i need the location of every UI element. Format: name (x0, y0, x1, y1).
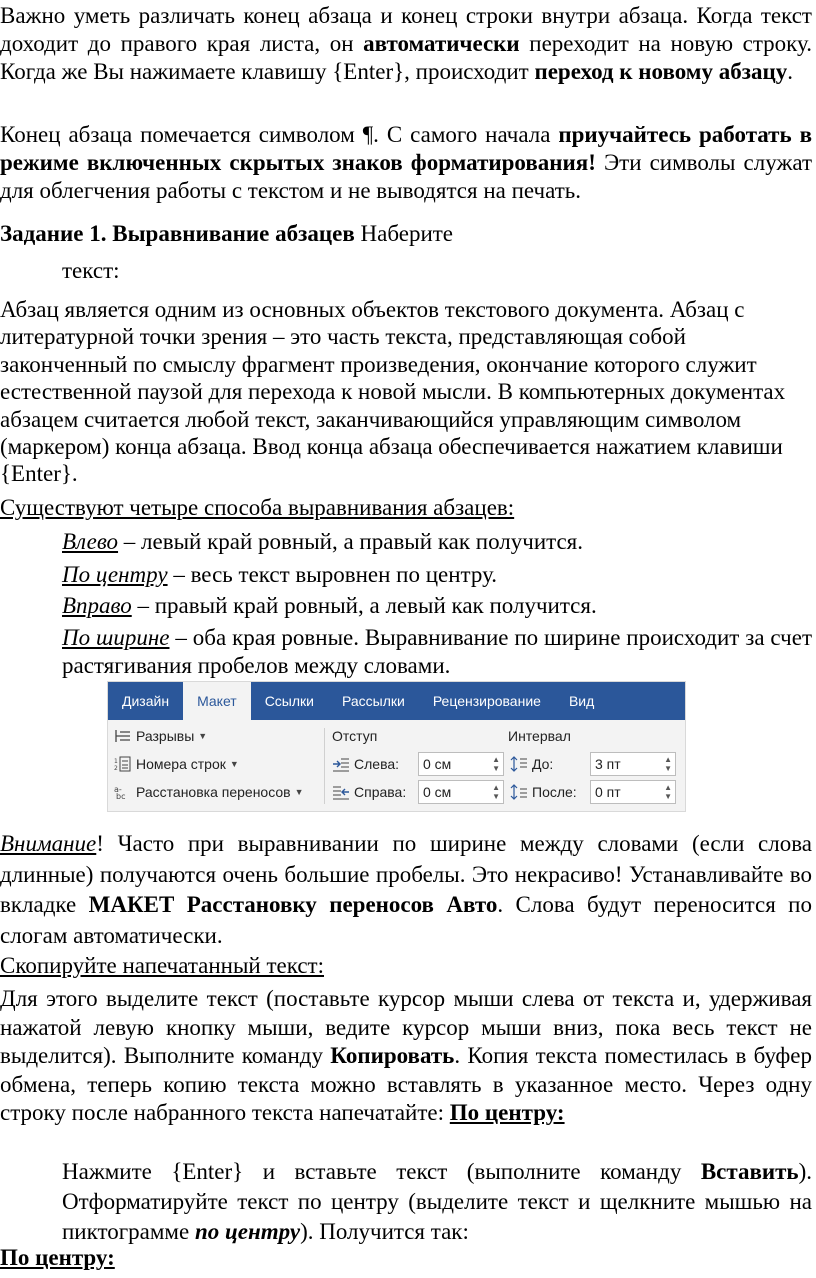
text: Эти символы служат для облегчения работы с текстом и не выводятся на печать. (0, 150, 812, 203)
task-heading (0, 220, 812, 248)
bold-text: Вставить (700, 1159, 799, 1184)
text: Для этого выделите текст (поставьте курсор мыши слева от текста и, удерживая нажатой левую кнопку мыши, ведите курсор мыши вниз, пока весь текст не выделится). Выполните команду (0, 986, 812, 1069)
way-name: По ширине (62, 625, 170, 650)
underlined-text: Существуют четыре способа выравнивания абзацев: (0, 495, 515, 520)
indent-left-label (332, 756, 399, 772)
text: . (787, 59, 793, 84)
way-desc: – левый край ровный, а правый как получится. (118, 529, 584, 554)
breaks-label: Разрывы (136, 728, 195, 744)
spinner-arrows-icon[interactable]: ▲ ▼ (492, 783, 500, 801)
spacing-before-label (510, 756, 553, 772)
chevron-down-icon: ▼ (229, 759, 239, 769)
spacing-after-label (510, 784, 577, 800)
line-numbers-label: Номера строк (136, 756, 226, 772)
bold-text: автоматически (363, 31, 520, 56)
after-label: После: (532, 784, 577, 800)
paragraph-copy-instructions (0, 985, 812, 1128)
spinner-arrows-icon[interactable]: ▲ ▼ (664, 755, 672, 773)
spacing-after-icon (510, 784, 528, 800)
ribbon-tabs (108, 682, 685, 720)
tab-design[interactable]: Дизайн (122, 693, 170, 709)
breaks-button[interactable] (114, 728, 207, 744)
text: Важно уметь различать конец абзаца и конец строки внутри абзаца. Когда текст доходит до правого края листа, он (0, 3, 812, 56)
ribbon-screenshot (107, 681, 686, 812)
bold-text: Копировать (330, 1043, 455, 1069)
text: Нажмите {Enter} и вставьте текст (выполните команду (62, 1159, 701, 1184)
warning-word: Внимание (0, 831, 97, 856)
ribbon-body (108, 720, 685, 811)
tab-layout[interactable]: Макет (183, 682, 251, 720)
ways-heading (0, 494, 812, 522)
final-heading (0, 1244, 812, 1272)
bold-underlined-text: По центру: (449, 1100, 565, 1126)
indent-right-value: 0 см (423, 784, 452, 800)
text: Конец абзаца помечается символом ¶. С самого начала (0, 122, 559, 147)
before-label: До: (532, 756, 554, 772)
bold-text: переход к новому абзацу (534, 59, 788, 84)
indent-left-icon (332, 756, 350, 772)
text: . Слова будут переносится по слогам автоматически. (0, 892, 812, 948)
tab-view[interactable]: Вид (568, 693, 595, 709)
svg-text:a-: a- (114, 785, 122, 794)
indent-right-icon (332, 784, 350, 800)
way-desc: – оба края ровные. Выравнивание по ширине происходит за счет растягивания пробелов между словами. (62, 625, 812, 678)
chevron-down-icon: ▼ (294, 787, 304, 797)
spacing-before-spinner[interactable] (590, 752, 676, 776)
way-desc: – правый край ровный, а левый как получится. (131, 593, 597, 618)
svg-text:1: 1 (114, 758, 118, 765)
way-name: Влево (62, 529, 119, 554)
task-heading-cont: текст: (62, 258, 120, 283)
way-item (62, 592, 812, 620)
text: ! Часто при выравнивании по ширине между словами (если слова длинные) получаются очень большие пробелы. Это некрасиво! Устанавливайте во вкладке (0, 831, 812, 917)
spinner-arrows-icon[interactable]: ▲ ▼ (664, 783, 672, 801)
left-label: Слева: (354, 756, 400, 772)
text: переходит на новую строку. Когда же Вы нажимаете клавишу {Enter}, происходит (0, 31, 812, 84)
line-numbers-button[interactable] (114, 756, 239, 772)
line-numbers-icon (114, 756, 132, 772)
indent-right-label (332, 784, 406, 800)
right-label: Справа: (354, 784, 407, 800)
task-title: Задание 1. Выравнивание абзацев (0, 221, 355, 246)
indent-right-spinner[interactable] (418, 780, 504, 804)
text: . Копия текста поместилась в буфер обмена, теперь копию текста можно вставлять в указанное место. Через одну строку после набранного текста напечатайте: (0, 1043, 812, 1126)
spacing-after-spinner[interactable] (590, 780, 676, 804)
paragraph-pilcrow (0, 121, 812, 205)
spacing-after-value: 0 пт (595, 784, 621, 800)
bold-text: приучайтесь работать в режиме включенных скрытых знаков форматирования! (0, 122, 812, 175)
hyphenation-icon (114, 784, 132, 800)
interval-title: Интервал (508, 728, 571, 744)
spinner-arrows-icon[interactable]: ▲ ▼ (492, 755, 500, 773)
hyphenation-button[interactable] (114, 784, 304, 800)
group-divider (324, 728, 325, 804)
spacing-before-value: 3 пт (595, 756, 621, 772)
breaks-icon (114, 728, 132, 744)
tab-references[interactable]: Ссылки (264, 693, 314, 709)
svg-text:2: 2 (114, 765, 118, 772)
chevron-down-icon: ▼ (198, 731, 208, 741)
indent-left-spinner[interactable] (418, 752, 504, 776)
text: Наберите (354, 221, 454, 246)
hyphenation-label: Расстановка переносов (136, 784, 291, 800)
bold-text: МАКЕТ Расстановку переносов Авто (88, 892, 498, 917)
bold-underlined-text: По центру: (0, 1245, 115, 1270)
way-item (62, 624, 812, 680)
indent-left-value: 0 см (423, 756, 452, 772)
paragraph-line-ends (0, 2, 812, 86)
way-desc: – весь текст выровнен по центру. (167, 562, 498, 587)
bold-italic-text: по центру (194, 1219, 301, 1244)
tab-review[interactable]: Рецензирование (432, 693, 541, 709)
way-name: Вправо (62, 593, 132, 618)
svg-text:bc: bc (116, 792, 126, 800)
text: ). Получится так: (300, 1219, 469, 1244)
spacing-before-icon (510, 756, 528, 772)
indent-title: Отступ (332, 728, 378, 744)
paragraph-abzac: Абзац является одним из основных объектов текстового документа. Абзац с литературной точки зрения – это часть текста, представляющая собой законченный по смыслу фрагмент произведения, окончание которого служит естественной паузой для перехода к новой мысли. В компьютерных документах абзацем считается любой текст, заканчивающийся управляющим символом (маркером) конца абзаца. Ввод конца абзаца обеспечивается нажатием клавиши {Enter}. (0, 297, 786, 487)
text: ). Отформатируйте текст по центру (выделите текст и щелкните мышью на пиктограмме (62, 1159, 812, 1244)
paragraph-warning (0, 829, 812, 951)
paragraph-paste-instructions (62, 1157, 812, 1247)
way-name: По центру (62, 562, 168, 587)
underlined-text: Скопируйте напечатанный текст: (0, 953, 324, 978)
way-item (62, 528, 812, 556)
copy-heading (0, 952, 812, 980)
tab-mailings[interactable]: Рассылки (341, 693, 405, 709)
way-item (62, 561, 812, 589)
